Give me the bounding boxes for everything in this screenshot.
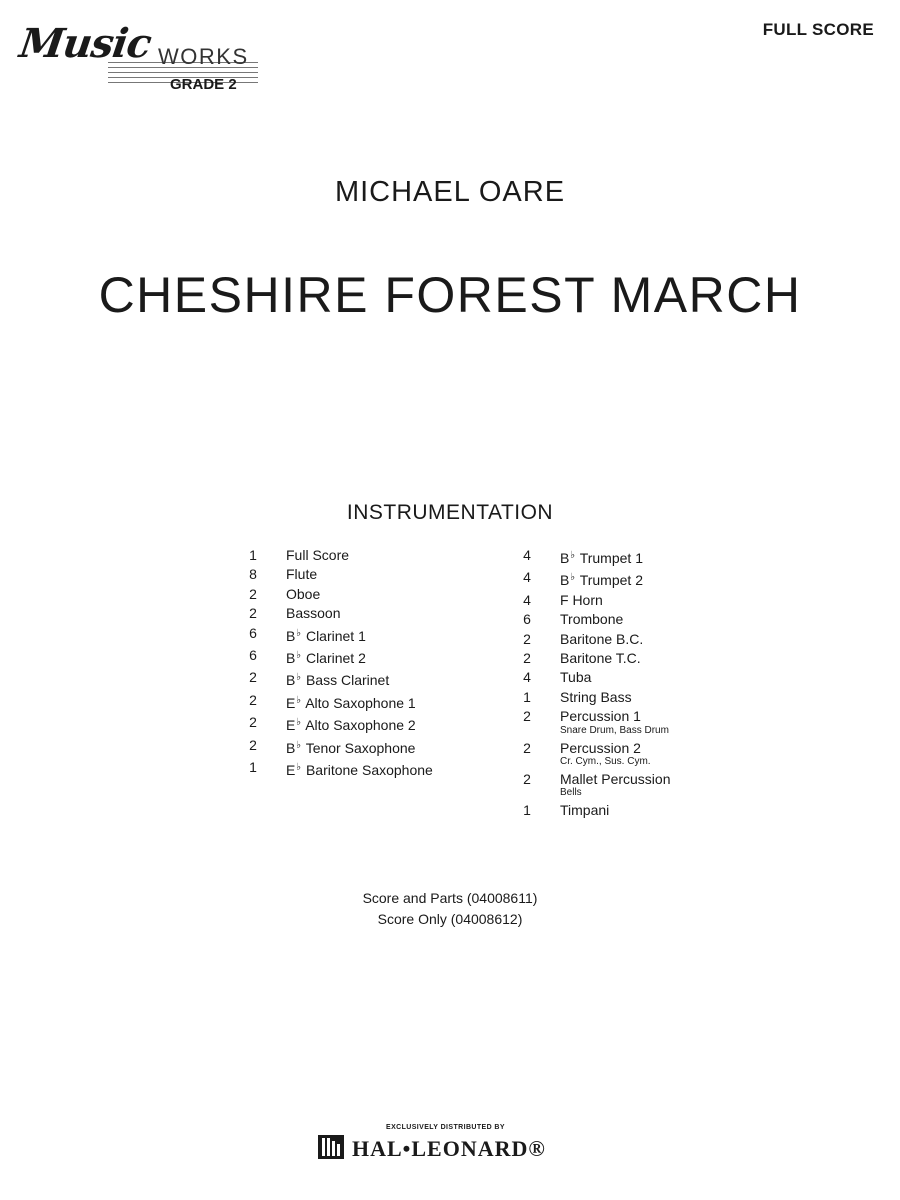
instrument-label: Timpani bbox=[560, 802, 610, 819]
instrument-quantity: 1 bbox=[523, 802, 531, 819]
instrument-quantity: 2 bbox=[523, 630, 531, 647]
instrument-quantity: 6 bbox=[249, 647, 257, 664]
instrument-label: Tenor Saxophone bbox=[305, 739, 416, 756]
instrument-key: E bbox=[286, 694, 296, 711]
score-and-parts-number: Score and Parts (04008611) bbox=[362, 890, 538, 906]
instrument-key: B bbox=[286, 672, 296, 689]
instrument-quantity: 2 bbox=[249, 605, 257, 622]
instrument-row bbox=[512, 688, 671, 707]
flat-sign-icon: ♭ bbox=[296, 717, 302, 729]
piece-title: CHESHIRE FOREST MARCH bbox=[98, 267, 802, 323]
instrument-label: Tuba bbox=[560, 669, 592, 686]
instrument-quantity: 6 bbox=[249, 624, 257, 641]
instrument-quantity: 2 bbox=[523, 739, 531, 756]
publisher-name: HAL•LEONARD® bbox=[352, 1136, 546, 1161]
instrument-name bbox=[286, 646, 433, 668]
instrument-label: Trumpet 1 bbox=[579, 550, 643, 566]
instrument-row bbox=[512, 649, 671, 668]
instrument-quantity: 4 bbox=[523, 547, 531, 563]
instrument-row bbox=[512, 739, 671, 767]
instrument-quantity: 1 bbox=[523, 688, 531, 705]
instrument-name bbox=[560, 688, 671, 707]
instrument-label: Full Score bbox=[286, 547, 350, 563]
instrument-quantity: 2 bbox=[249, 714, 257, 731]
instrument-name bbox=[560, 568, 671, 590]
instrument-label: Percussion 1 bbox=[560, 708, 641, 725]
instrument-name bbox=[560, 546, 671, 568]
instrument-row bbox=[238, 546, 433, 565]
instrument-name bbox=[286, 585, 433, 604]
flat-sign-icon: ♭ bbox=[570, 550, 576, 561]
instrument-label: Mallet Percussion bbox=[560, 771, 671, 788]
instrument-row bbox=[238, 604, 433, 623]
instrument-name bbox=[560, 649, 671, 668]
composer-name: MICHAEL OARE bbox=[334, 176, 566, 208]
instrument-label: Alto Saxophone 1 bbox=[305, 694, 416, 711]
instrumentation-list-right bbox=[512, 546, 671, 821]
instrument-name bbox=[286, 668, 433, 690]
instrument-key: B bbox=[560, 550, 570, 566]
series-logo-caps: WORKS bbox=[158, 44, 249, 69]
flat-sign-icon: ♭ bbox=[296, 650, 302, 662]
instrument-key: B bbox=[286, 650, 296, 667]
instrument-detail: Cr. Cym., Sus. Cym. bbox=[560, 756, 651, 768]
flat-sign-icon: ♭ bbox=[296, 694, 302, 706]
instrument-quantity: 1 bbox=[249, 547, 257, 563]
instrument-row bbox=[238, 691, 433, 713]
instrument-key: E bbox=[286, 717, 296, 734]
instrument-row bbox=[238, 624, 433, 646]
instrument-row bbox=[238, 585, 433, 604]
instrument-label: Flute bbox=[286, 566, 318, 583]
instrument-label: Oboe bbox=[286, 585, 321, 602]
instrument-row bbox=[512, 770, 671, 798]
instrument-label: Clarinet 1 bbox=[305, 627, 366, 644]
instrument-quantity: 8 bbox=[249, 566, 257, 583]
instrument-quantity: 4 bbox=[523, 591, 531, 608]
instrument-row bbox=[512, 610, 671, 629]
edition-numbers bbox=[0, 888, 900, 930]
instrument-quantity: 2 bbox=[249, 669, 257, 686]
score-only-number: Score Only (04008612) bbox=[377, 911, 523, 927]
instrument-key: E bbox=[286, 762, 296, 779]
instrument-quantity: 2 bbox=[249, 736, 257, 753]
instrument-name bbox=[286, 736, 433, 758]
flat-sign-icon: ♭ bbox=[296, 762, 302, 774]
instrument-row bbox=[512, 591, 671, 610]
instrument-row bbox=[512, 668, 671, 687]
instrument-detail: Snare Drum, Bass Drum bbox=[560, 724, 669, 736]
instrument-label: Trombone bbox=[560, 611, 624, 628]
series-logo-script: Music bbox=[16, 20, 154, 67]
hal-leonard-mark-icon bbox=[318, 1135, 344, 1159]
instrument-label: Baritone T.C. bbox=[560, 650, 641, 667]
instrument-quantity: 2 bbox=[523, 708, 531, 725]
instrument-quantity: 6 bbox=[523, 611, 531, 628]
instrument-name bbox=[560, 591, 671, 610]
instrument-label: Trumpet 2 bbox=[579, 572, 643, 589]
instrument-label: F Horn bbox=[560, 591, 603, 608]
instrument-label: Bassoon bbox=[286, 605, 341, 622]
flat-sign-icon: ♭ bbox=[296, 627, 302, 639]
instrumentation-list-left bbox=[238, 546, 433, 780]
flat-sign-icon: ♭ bbox=[570, 572, 576, 584]
instrument-row bbox=[512, 630, 671, 649]
instrument-quantity: 2 bbox=[249, 691, 257, 708]
instrument-row bbox=[238, 713, 433, 735]
instrument-quantity: 4 bbox=[523, 569, 531, 586]
instrument-row bbox=[238, 646, 433, 668]
instrument-label: String Bass bbox=[560, 688, 632, 705]
instrument-row bbox=[238, 736, 433, 758]
instrument-name bbox=[286, 713, 433, 735]
instrumentation-heading: INSTRUMENTATION bbox=[346, 501, 554, 524]
instrument-name bbox=[560, 610, 671, 629]
instrument-quantity: 4 bbox=[523, 669, 531, 686]
instrument-key: B bbox=[560, 572, 570, 589]
instrument-row bbox=[238, 668, 433, 690]
flat-sign-icon: ♭ bbox=[296, 672, 302, 684]
instrument-name bbox=[560, 668, 671, 687]
instrument-name bbox=[286, 624, 433, 646]
instrument-row bbox=[512, 707, 671, 735]
instrument-detail: Bells bbox=[560, 787, 582, 799]
instrument-name bbox=[560, 707, 671, 726]
instrument-label: Clarinet 2 bbox=[305, 650, 366, 667]
instrument-row bbox=[512, 546, 671, 568]
instrument-row bbox=[512, 801, 671, 820]
flat-sign-icon: ♭ bbox=[296, 739, 302, 751]
instrument-label: Alto Saxophone 2 bbox=[305, 717, 416, 734]
instrument-name bbox=[286, 604, 433, 623]
edition-label: FULL SCORE bbox=[762, 20, 874, 39]
instrument-name bbox=[286, 565, 433, 584]
instrument-label: Percussion 2 bbox=[560, 739, 641, 756]
instrument-label: Baritone Saxophone bbox=[305, 762, 433, 779]
instrument-quantity: 1 bbox=[249, 759, 257, 776]
grade-label: GRADE 2 bbox=[170, 76, 237, 93]
instrument-quantity: 2 bbox=[249, 585, 257, 602]
instrument-row bbox=[512, 568, 671, 590]
instrument-row bbox=[238, 565, 433, 584]
instrument-name bbox=[560, 630, 671, 649]
instrument-key: B bbox=[286, 627, 296, 644]
distributed-by-label: EXCLUSIVELY DISTRIBUTED BY bbox=[386, 1124, 505, 1131]
instrument-name bbox=[286, 691, 433, 713]
instrument-label: Baritone B.C. bbox=[560, 630, 644, 647]
series-logo bbox=[18, 18, 258, 98]
instrument-name bbox=[560, 801, 671, 820]
instrument-key: B bbox=[286, 739, 296, 756]
instrument-name bbox=[286, 758, 433, 780]
instrument-row bbox=[238, 758, 433, 780]
instrument-name bbox=[286, 546, 433, 565]
instrument-quantity: 2 bbox=[523, 771, 531, 788]
instrument-label: Bass Clarinet bbox=[305, 672, 390, 689]
instrument-quantity: 2 bbox=[523, 650, 531, 667]
